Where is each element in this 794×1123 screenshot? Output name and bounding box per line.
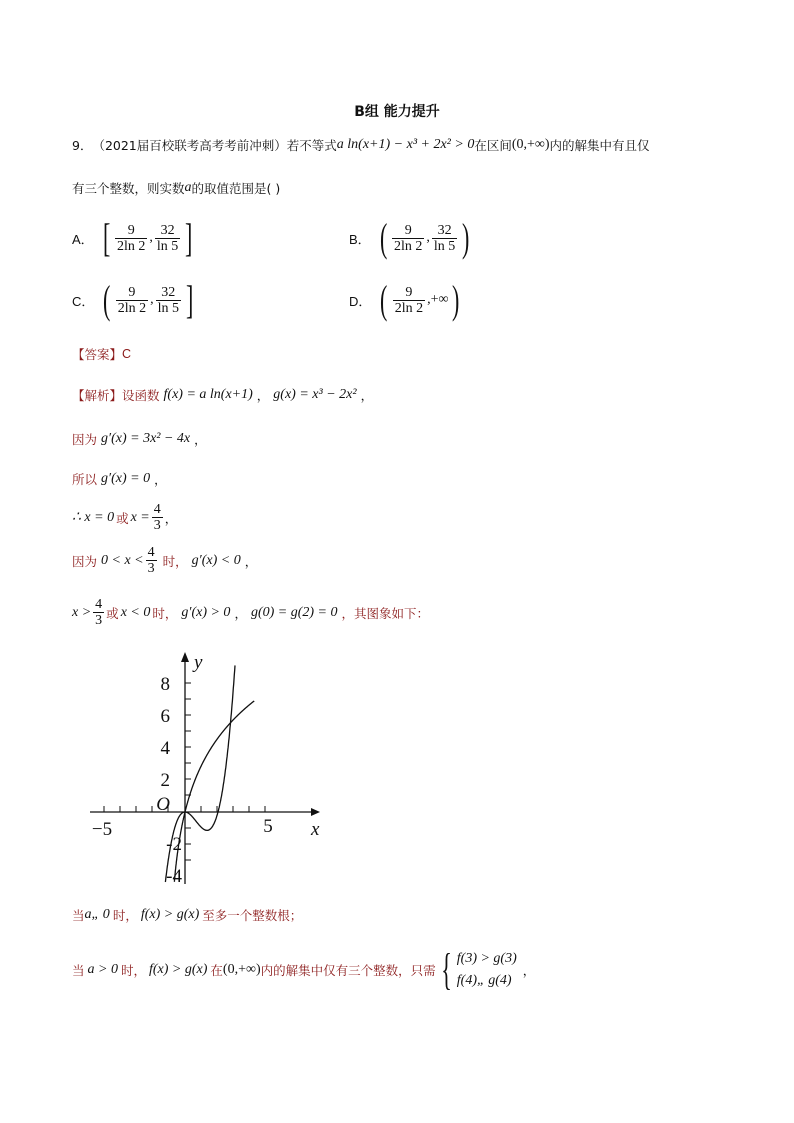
analysis-line-7 [72,906,302,924]
x-tick-label-neg5: −5 [91,819,113,840]
option-d-label: D． [349,293,372,309]
option-b-right-bracket: ) [462,215,470,260]
function-graph [82,648,332,888]
option-c-fraction-1: $\frac{9}{2\ln 2}$ [117,284,147,316]
answer-value: C [122,347,132,361]
analysis-l1-end: ， [360,388,374,403]
question-text-c: 内的解集中有且仅 [549,138,650,153]
x-axis-arrow [311,808,320,816]
y-axis-arrow [181,652,189,662]
option-c[interactable]: C． ( $\frac{9}{2\ln 2}$ , $\frac{32}{\ln 5}$ ] [72,277,194,322]
question-inequality: a ln(x+1) − x³ + 2x² > 0 [336,137,475,152]
option-d-infinity: +∞ [430,292,449,307]
system-line-1: f(3) > g(3) [456,951,517,966]
analysis-l8-end: ， [522,963,536,978]
y-tick-label-neg2: -2 [166,834,182,855]
analysis-root-zero: ∴ x = 0 [72,510,115,525]
option-a-fraction-1: $\frac{9}{2\ln 2}$ [117,222,146,254]
option-b-left-bracket: ( [379,215,388,260]
inequality-system [457,948,517,992]
answer-label: 【答案】 [72,347,123,362]
analysis-l5-gprime-neg: g′(x) < 0 [191,552,241,568]
option-b[interactable]: B． ( $\frac{9}{2\ln 2}$ , $\frac{32}{\ln 5}$ ) [349,215,470,260]
analysis-line-1 [72,386,373,404]
option-a-left-bracket: [ [102,215,111,260]
question-line-2 [72,179,280,197]
analysis-l7-when: 当 [72,908,85,923]
question-text-b: 在区间 [474,138,512,153]
option-b-fraction-1: $\frac{9}{2\ln 2}$ [394,222,423,254]
option-d-left-bracket: ( [380,277,388,322]
y-tick-label-6: 6 [160,706,170,727]
question-text-a: 若不等式 [286,138,337,153]
analysis-f-def: f(x) = a ln(x+1) [163,387,253,402]
analysis-l6-fraction: $\frac{4}{3}$ [95,597,103,628]
option-a-fraction-2: $\frac{32}{\ln 5}$ [156,222,179,254]
question-interval: (0,+∞) [511,137,550,152]
analysis-line-8 [72,945,536,994]
analysis-root-other: x = [130,509,150,525]
analysis-l4-end: ， [164,510,178,526]
question-line-1 [72,136,650,154]
system-line-2: f(4)„ g(4) [456,973,512,988]
y-tick-label-8: 8 [160,674,170,695]
analysis-l5-ineq: 0 < x < [101,552,144,568]
analysis-l8-interval: (0,+∞) [222,962,261,977]
answer-line [72,345,131,363]
analysis-l6-neg: x < 0 [120,604,151,620]
analysis-l6-figure-intro: ，其图象如下： [341,605,430,621]
option-b-fraction-2: $\frac{32}{\ln 5}$ [433,222,456,254]
option-a-label: A． [72,231,94,247]
y-tick-label-neg4: -4 [166,866,182,887]
system-brace: { [440,945,452,994]
x-tick-label-5: 5 [263,816,273,837]
y-axis-ticks [185,683,191,860]
analysis-l5-fraction: $\frac{4}{3}$ [147,545,155,576]
analysis-l8-when: 当 [72,963,85,978]
section-title: B组 能力提升 [354,104,440,120]
option-d-fraction-1: $\frac{9}{2\ln 2}$ [394,284,424,316]
analysis-l8-requirement: 内的解集中仅有三个整数，只需 [260,963,436,978]
analysis-l8-in: 在 [210,963,223,978]
analysis-g-def: g(x) = x³ − 2x² [273,387,357,402]
analysis-line-3 [72,470,167,488]
analysis-l7-cond: a„ 0 [84,907,110,922]
option-c-right-bracket: ] [185,277,194,322]
analysis-l3-text: 所以 [72,472,98,487]
analysis-l6-when: 时， [152,605,178,621]
analysis-l8-ineq: f(x) > g(x) [148,962,208,977]
analysis-line-4 [72,502,177,533]
analysis-l7-conclusion: 至多一个整数根； [202,908,303,923]
analysis-l6-or: 或 [106,605,119,621]
question-line2-b: 的取值范围是( ) [191,181,281,196]
y-tick-label-2: 2 [160,770,170,791]
analysis-l5-text: 因为 [72,553,98,569]
analysis-line-2 [72,430,207,448]
analysis-line-5 [72,545,257,576]
question-var-a: a [184,180,192,195]
option-c-left-bracket: ( [103,277,111,322]
analysis-l4-or: 或 [116,510,129,526]
question-line2-a: 有三个整数，则实数 [72,181,185,196]
option-b-label: B． [349,231,371,247]
origin-label: O [156,794,170,815]
analysis-l3-end: ， [154,472,167,487]
analysis-l7-ineq: f(x) > g(x) [140,907,200,922]
analysis-l2-text: 因为 [72,432,98,447]
analysis-l1-sep: ， [256,388,270,403]
x-axis-label: x [311,819,320,840]
option-d-right-bracket: ) [451,277,459,322]
question-source: （2021届百校联考高考考前冲刺） [92,138,287,153]
analysis-l5-end: ， [244,553,258,569]
analysis-fraction-4-3: $\frac{4}{3}$ [153,502,161,533]
analysis-l8-time: 时， [120,963,146,978]
option-a[interactable]: A． [ $\frac{9}{2\ln 2}$ , $\frac{32}{\ln 5}$ ] [72,215,193,260]
y-tick-label-4: 4 [160,738,170,759]
option-a-right-bracket: ] [185,215,193,260]
analysis-g-prime-zero: g′(x) = 0 [101,471,151,486]
y-axis-label: y [194,652,203,673]
analysis-g-prime: g′(x) = 3x² − 4x [101,431,191,446]
analysis-l5-when: 时， [162,553,188,569]
curve-f [174,701,254,882]
option-c-fraction-2: $\frac{32}{\ln 5}$ [157,284,179,316]
option-d[interactable]: D． ( $\frac{9}{2\ln 2}$ , +∞ ) [349,277,459,322]
analysis-l1-text: 设函数 [122,388,160,403]
analysis-line-6 [72,597,429,628]
analysis-l6-gprime-pos: g′(x) > 0 [181,604,231,620]
analysis-l6-sep: ， [234,605,247,621]
question-number: 9． [72,138,93,153]
analysis-label: 【解析】 [72,388,123,403]
analysis-l8-cond: a > 0 [87,962,118,977]
analysis-l6-ineq: x > [72,604,92,620]
option-c-label: C． [72,293,95,309]
analysis-l6-zeros: g(0) = g(2) = 0 [250,604,338,620]
analysis-l7-time: 时， [112,908,138,923]
analysis-l2-end: ， [194,432,207,447]
